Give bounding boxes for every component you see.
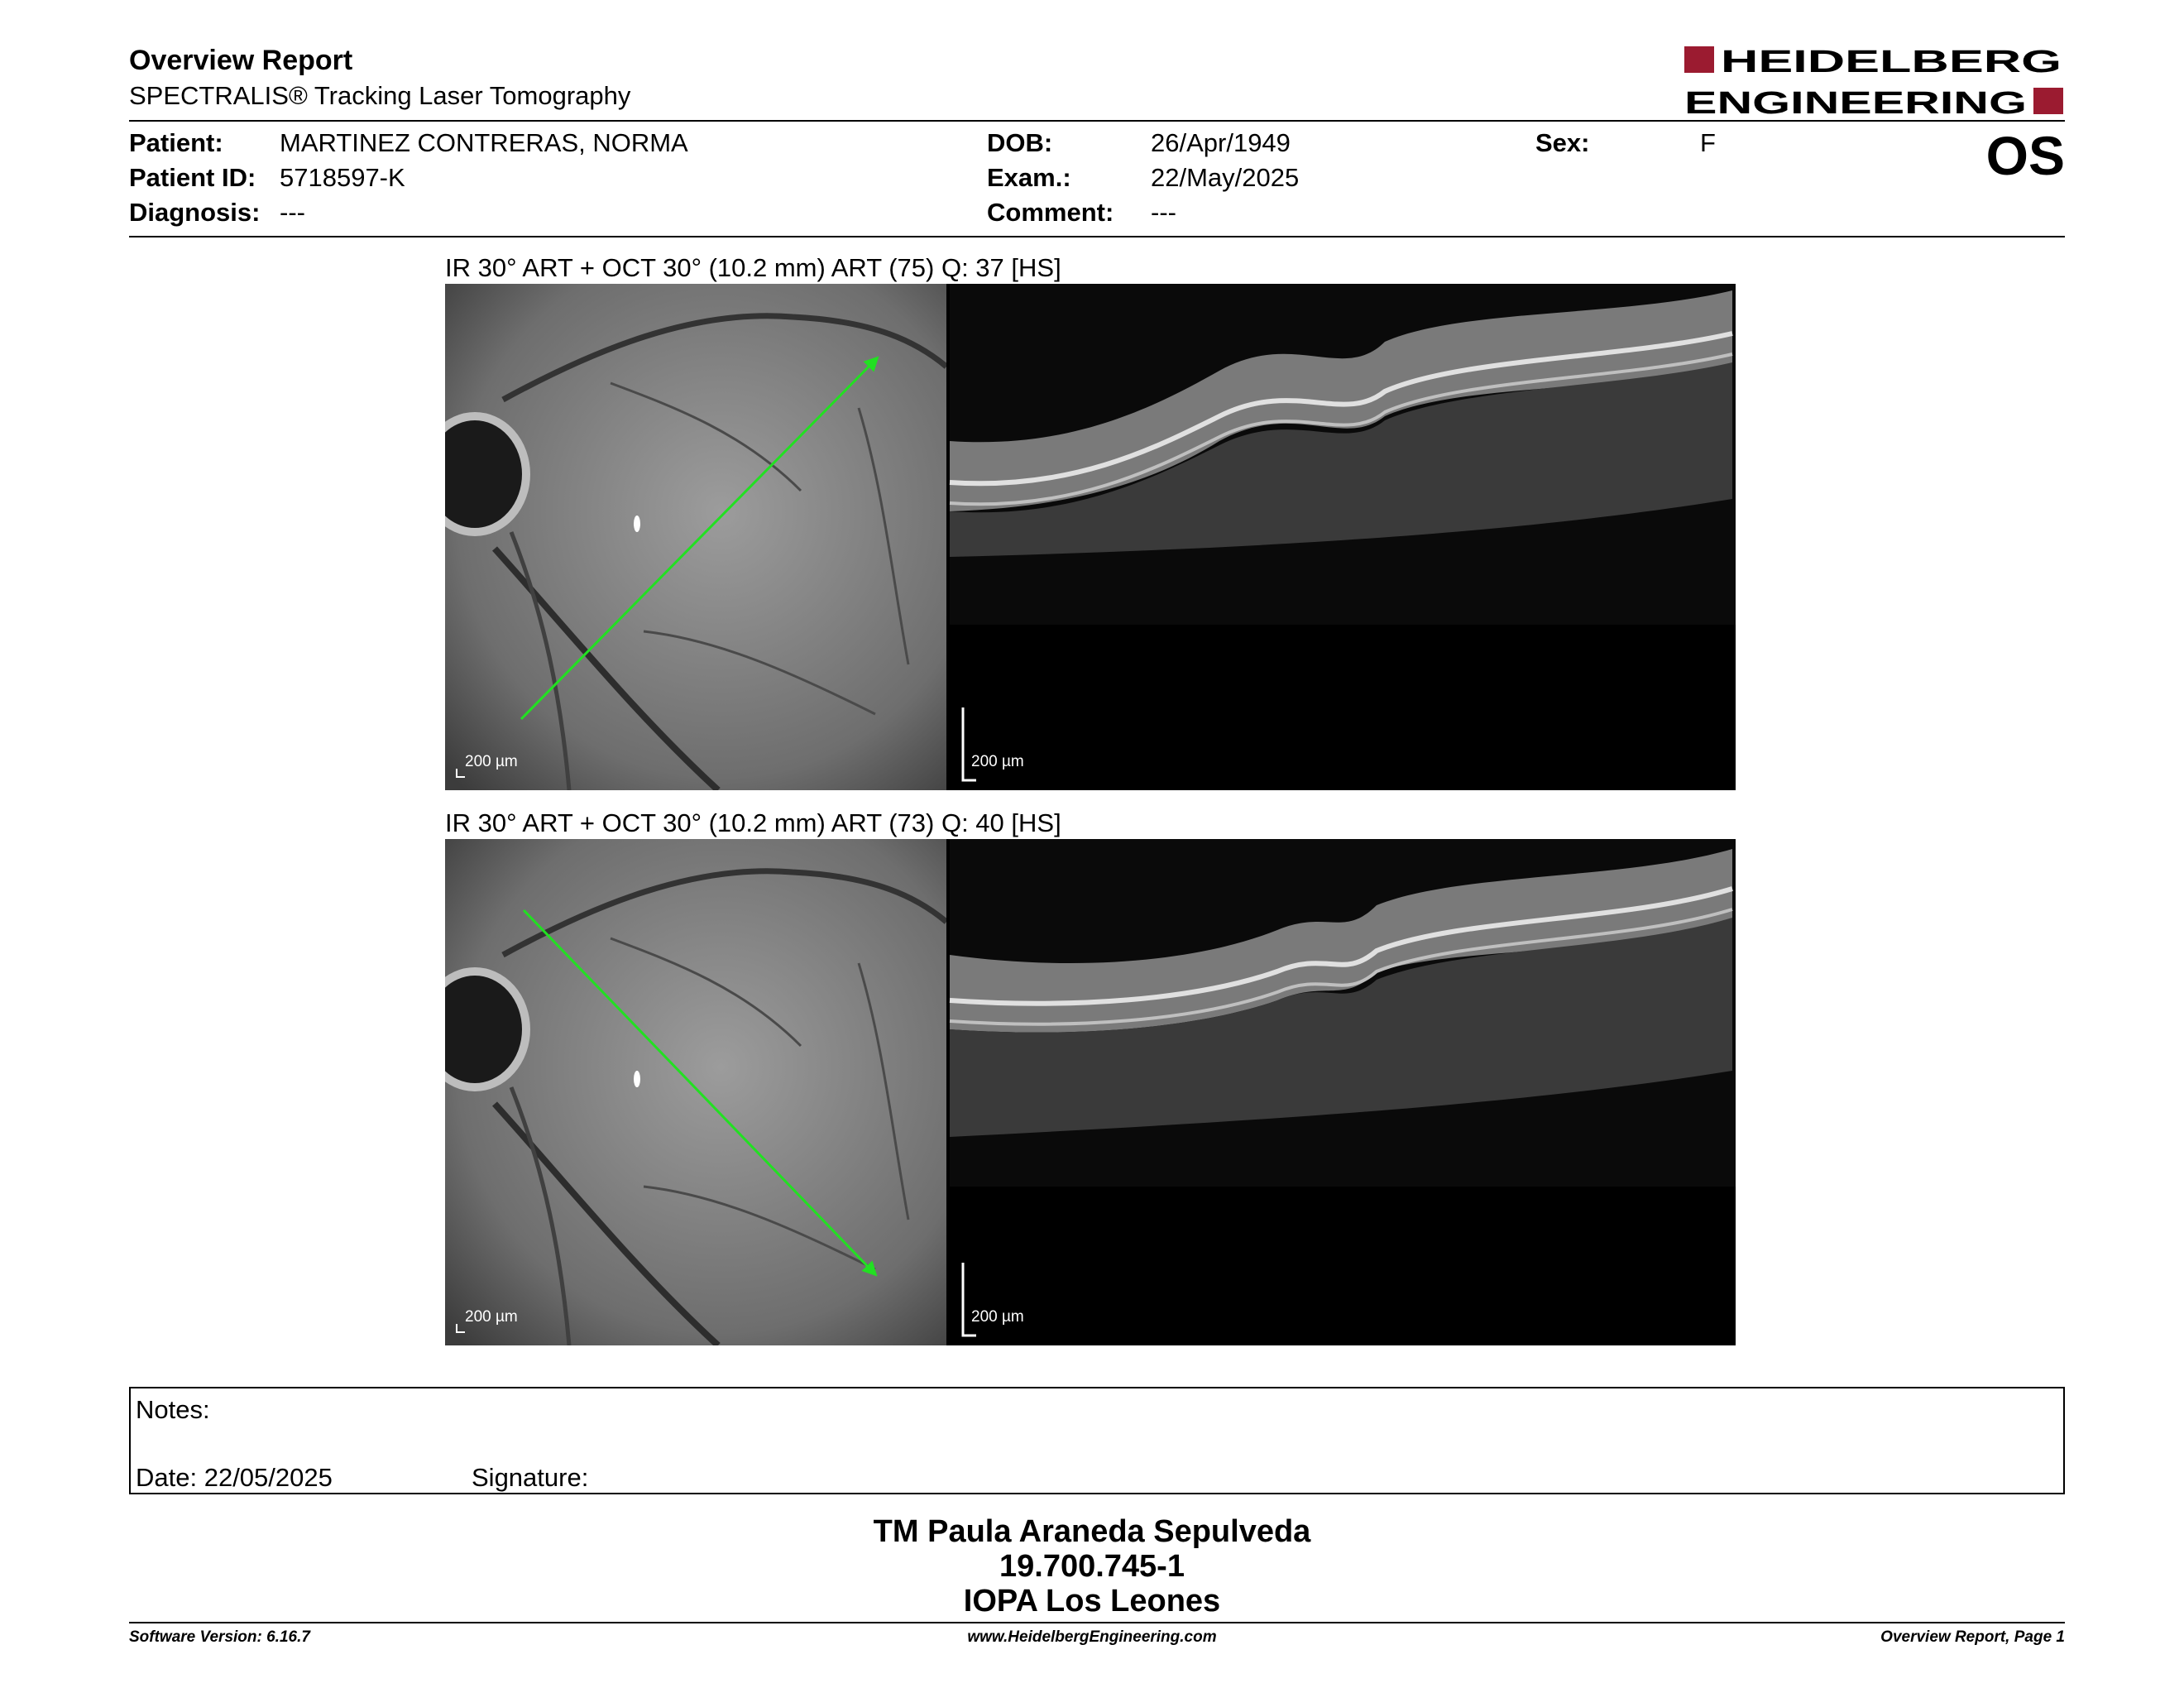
patient-id-label: Patient ID: bbox=[129, 163, 256, 192]
ir-fundus-image-1 bbox=[445, 284, 946, 790]
svg-text:ENGINEERING: ENGINEERING bbox=[1684, 86, 2027, 117]
report-title: Overview Report bbox=[129, 45, 353, 76]
oct-scale-label-2: 200 µm bbox=[971, 1308, 1024, 1326]
diagnosis-value: --- bbox=[280, 198, 305, 227]
operator-id: 19.700.745-1 bbox=[999, 1549, 1185, 1584]
comment-value: --- bbox=[1151, 198, 1176, 227]
patient-id: 5718597-K bbox=[280, 163, 405, 192]
page-number: Overview Report, Page 1 bbox=[1880, 1628, 2065, 1646]
operator-institution: IOPA Los Leones bbox=[963, 1584, 1221, 1618]
svg-text:HEIDELBERG: HEIDELBERG bbox=[1721, 45, 2062, 79]
notes-label: Notes: bbox=[136, 1395, 210, 1424]
exam-label: Exam.: bbox=[987, 163, 1071, 192]
report-subtitle: SPECTRALIS® Tracking Laser Tomography bbox=[129, 81, 631, 110]
ir-scale-label-2: 200 µm bbox=[465, 1308, 518, 1326]
oct-bscan-image-2 bbox=[946, 839, 1736, 1345]
diagnosis-label: Diagnosis: bbox=[129, 198, 261, 227]
scan-title-2: IR 30° ART + OCT 30° (10.2 mm) ART (73) Q: 40 [HS] bbox=[445, 808, 1061, 837]
comment-label: Comment: bbox=[987, 198, 1114, 227]
scan-title-1: IR 30° ART + OCT 30° (10.2 mm) ART (75) Q: 37 [HS] bbox=[445, 253, 1061, 282]
ir-scale-label-1: 200 µm bbox=[465, 753, 518, 770]
notes-date: Date: 22/05/2025 bbox=[136, 1463, 333, 1492]
dob-value: 26/Apr/1949 bbox=[1151, 128, 1291, 157]
exam-value: 22/May/2025 bbox=[1151, 163, 1300, 192]
software-version: Software Version: 6.16.7 bbox=[129, 1628, 310, 1646]
patient-divider bbox=[129, 236, 2065, 237]
notes-box bbox=[129, 1387, 2065, 1494]
operator-name: TM Paula Araneda Sepulveda bbox=[873, 1514, 1311, 1549]
sex-value: F bbox=[1700, 128, 1716, 157]
website-link[interactable]: www.HeidelbergEngineering.com bbox=[967, 1628, 1217, 1646]
header-divider bbox=[129, 120, 2065, 122]
dob-label: DOB: bbox=[987, 128, 1053, 157]
oct-bscan-image-1 bbox=[946, 284, 1736, 790]
sex-label: Sex: bbox=[1535, 128, 1590, 157]
eye-indicator: OS bbox=[1985, 125, 2065, 186]
oct-scale-label-1: 200 µm bbox=[971, 753, 1024, 770]
ir-fundus-image-2 bbox=[445, 839, 946, 1345]
signature-label: Signature: bbox=[472, 1463, 589, 1492]
patient-label: Patient: bbox=[129, 128, 223, 157]
footer-divider bbox=[129, 1622, 2065, 1623]
patient-name: MARTINEZ CONTRERAS, NORMA bbox=[280, 128, 688, 157]
heidelberg-logo bbox=[1684, 45, 2065, 117]
